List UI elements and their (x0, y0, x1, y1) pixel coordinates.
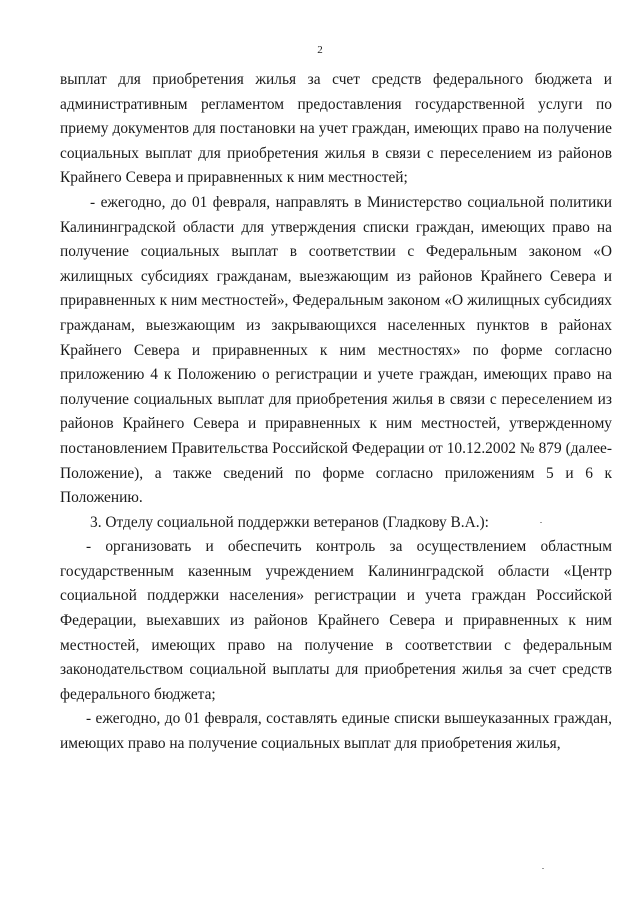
paragraph-continuation: выплат для приобретения жилья за счет средств федерального бюджета и административным регламентом предоставления государственной услуги по приему документов для постановки на учет граждан, имеющих право на получение социальных выплат для приобретения жилья в связи с переселением из районов Крайнего Севера и приравненных к ним местностей; (60, 71, 612, 187)
paragraph-item-3-heading: 3. Отделу социальной поддержки ветеранов (Гладкову В.А.): (90, 513, 489, 531)
paragraph-organize-control: - организовать и обеспечить контроль за осуществлением областным государственным казенным учреждением Калининградской области «Центр социальной поддержки населения» регистрации и учета граждан Российской Федерации, выехавших из районов Крайнего Севера и приравненных к ним местностей, имеющих право на получение в соответствии с федеральным законодательством социальной выплаты для приобретения жилья за счет средств федерального бюджета; (60, 538, 612, 703)
scan-speck (540, 522, 542, 523)
page-number: 2 (317, 44, 323, 56)
paragraph-deadline-ministry: - ежегодно, до 01 февраля, направлять в Министерство социальной политики Калининградской области для утверждения списки граждан, имеющих право на получение социальных выплат в соответствии с Федеральным законом «О жилищных субсидиях гражданам, выезжающим из районов Крайнего Севера и приравненных к ним местностей», Федеральным законом «О жилищных субсидиях гражданам, выезжающим из закрывающихся населенных пунктов в районах Крайнего Севера и приравненных к ним местностях» по форме согласно приложению 4 к Положению о регистрации и учете граждан, имеющих право на получение социальных выплат для приобретения жилья в связи с переселением из районов Крайнего Севера и приравненных к ним местностей, утвержденному постановлением Правительства Российской Федерации от 10.12.2002 № 879 (далее-Положение), а также сведений по форме согласно приложениям 5 и 6 к Положению. (60, 193, 612, 507)
paragraph-deadline-lists: - ежегодно, до 01 февраля, составлять единые списки вышеуказанных граждан, имеющих право на получение социальных выплат для приобретения жилья, (60, 710, 612, 753)
document-body (60, 68, 612, 757)
scan-speck (542, 868, 544, 869)
